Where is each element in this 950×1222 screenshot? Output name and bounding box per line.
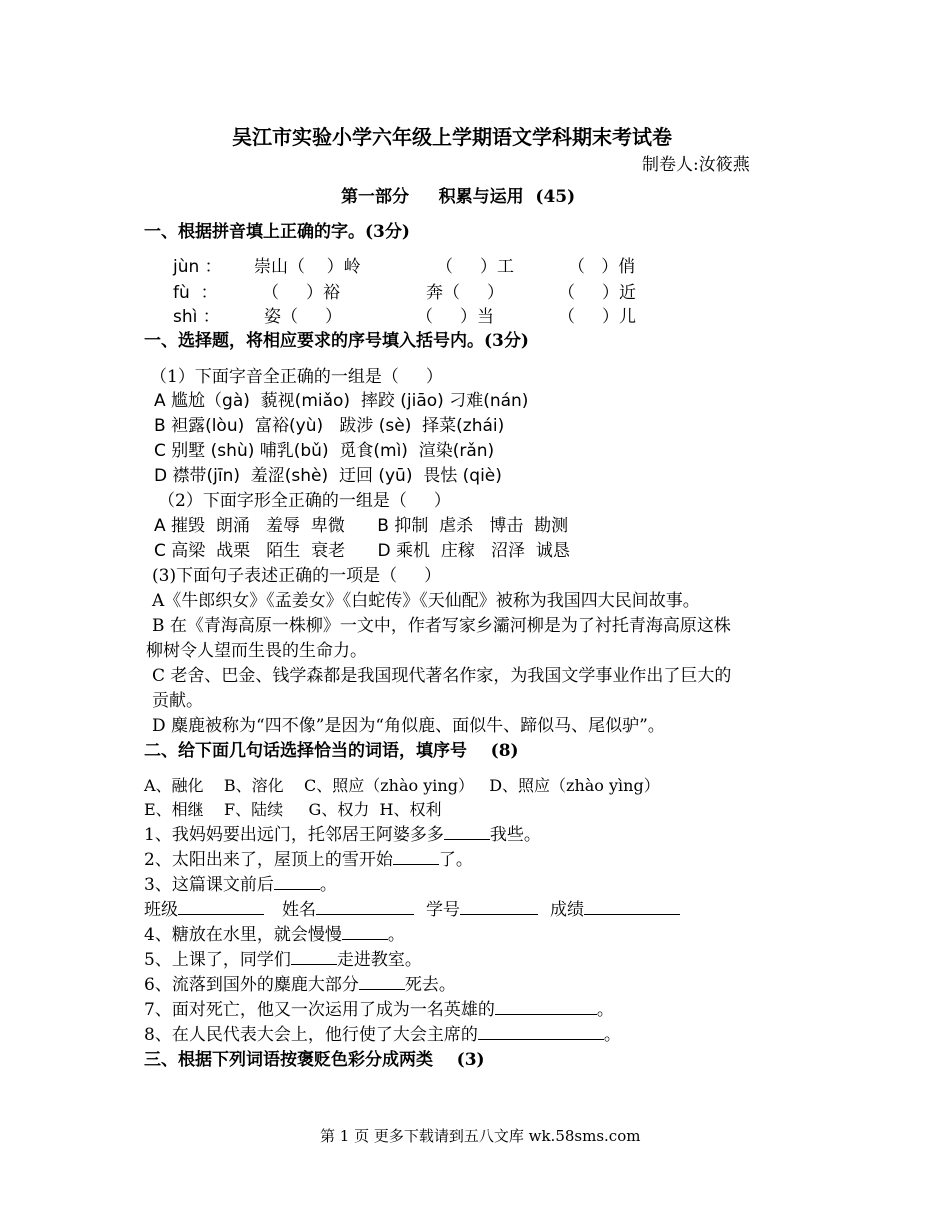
q3-heading: 二、给下面几句话选择恰当的词语，填序号 (8) <box>144 741 519 761</box>
fill-blank: 崇山（ ）岭 <box>254 257 361 277</box>
score-field <box>584 899 680 915</box>
option-line: 柳树令人望而生畏的生命力。 <box>146 641 367 661</box>
exam-title: 吴江市实验小学六年级上学期语文学科期末考试卷 <box>232 125 672 149</box>
answer-blank <box>393 849 439 865</box>
author-line: 制卷人:汝筱燕 <box>642 155 750 175</box>
pinyin-label: shì ： <box>173 307 220 327</box>
part-heading: 第一部分 积累与运用 (45) <box>341 187 576 207</box>
fill-blank: （ ）当 <box>416 307 495 327</box>
fill-item: 6、流落到国外的麋鹿大部分 死去。 <box>144 975 456 995</box>
option-line: B 袒露(lòu) 富裕(yù) 跋涉 (sè) 择菜(zhái) <box>154 416 505 436</box>
answer-blank <box>359 974 405 990</box>
name-field <box>316 899 414 915</box>
student-info: 班级 姓名 学号 成绩 <box>144 899 680 921</box>
option-line: C 老舍、巴金、钱学森都是我国现代著名作家，为我国文学事业作出了巨大的 <box>152 666 732 686</box>
answer-blank <box>274 874 320 890</box>
option-line: D 襟带(jīn) 羞涩(shè) 迂回 (yū) 畏怯 (qiè) <box>154 466 502 486</box>
option-line: C 高梁 战栗 陌生 衰老 D 乘机 庄稼 沼泽 诚恳 <box>154 541 570 561</box>
q1-heading: 一、根据拼音填上正确的字。(3分) <box>144 222 410 242</box>
fill-item: 1、我妈妈要出远门，托邻居王阿婆多多 我些。 <box>144 825 541 845</box>
fill-blank: 奔（ ） <box>426 283 505 303</box>
subquestion: (3)下面句子表述正确的一项是（ ） <box>152 566 442 586</box>
option-line: C 别墅 (shù) 哺乳(bǔ) 觅食(mì) 渲染(rǎn) <box>154 441 495 461</box>
fill-item: 7、面对死亡，他又一次运用了成为一名英雄的 。 <box>144 1000 614 1020</box>
answer-blank <box>444 824 490 840</box>
answer-blank <box>478 1024 604 1040</box>
word-options: A、融化 B、溶化 C、照应（zhào ying） D、照应（zhào yìng） <box>144 776 660 795</box>
fill-item: 4、糖放在水里，就会慢慢 。 <box>144 925 405 945</box>
answer-blank <box>342 924 388 940</box>
fill-blank: （ ）俏 <box>568 257 636 277</box>
fill-blank: （ ）儿 <box>558 307 637 327</box>
option-line: A 尴尬（gà) 藐视(miǎo) 摔跤 (jiāo) 刁难(nán) <box>154 391 529 411</box>
pinyin-label: jùn ： <box>173 257 222 277</box>
option-line: B 在《青海高原一株柳》一文中，作者写家乡灞河柳是为了衬托青海高原这株 <box>152 616 731 636</box>
fill-item: 3、这篇课文前后 。 <box>144 875 337 895</box>
q4-heading: 三、根据下列词语按褒贬色彩分成两类 (3) <box>144 1050 485 1070</box>
answer-blank <box>291 949 337 965</box>
subquestion: （2）下面字形全正确的一组是（ ） <box>158 491 451 511</box>
fill-blank: （ ）工 <box>436 257 515 277</box>
pinyin-label: fù ： <box>173 283 218 303</box>
subquestion: （1）下面字音全正确的一组是（ ） <box>150 367 443 387</box>
fill-item: 5、上课了，同学们 走进教室。 <box>144 950 422 970</box>
page-footer: 第 1 页 更多下载请到五八文库 wk.58sms.com <box>320 1127 641 1145</box>
option-line: 贡献。 <box>152 691 203 711</box>
q2-heading: 一、选择题，将相应要求的序号填入括号内。(3分) <box>144 331 529 351</box>
fill-item: 8、在人民代表大会上，他行使了大会主席的 。 <box>144 1025 621 1045</box>
word-options: E、相继 F、陆续 G、权力 H、权利 <box>144 800 442 819</box>
answer-blank <box>495 999 597 1015</box>
fill-blank: （ ）近 <box>558 283 637 303</box>
option-line: A 摧毁 朗涌 羞辱 卑微 B 抑制 虐杀 博击 勘测 <box>154 516 569 536</box>
fill-item: 2、太阳出来了，屋顶上的雪开始 了。 <box>144 850 473 870</box>
fill-blank: 姿（ ） <box>264 307 343 327</box>
class-field <box>178 899 264 915</box>
fill-blank: （ ）裕 <box>262 283 341 303</box>
student-number-field <box>460 899 538 915</box>
option-line: D 麋鹿被称为“四不像”是因为“角似鹿、面似牛、蹄似马、尾似驴”。 <box>152 716 665 736</box>
option-line: A《牛郎织女》《孟姜女》《白蛇传》《天仙配》被称为我国四大民间故事。 <box>152 591 700 611</box>
